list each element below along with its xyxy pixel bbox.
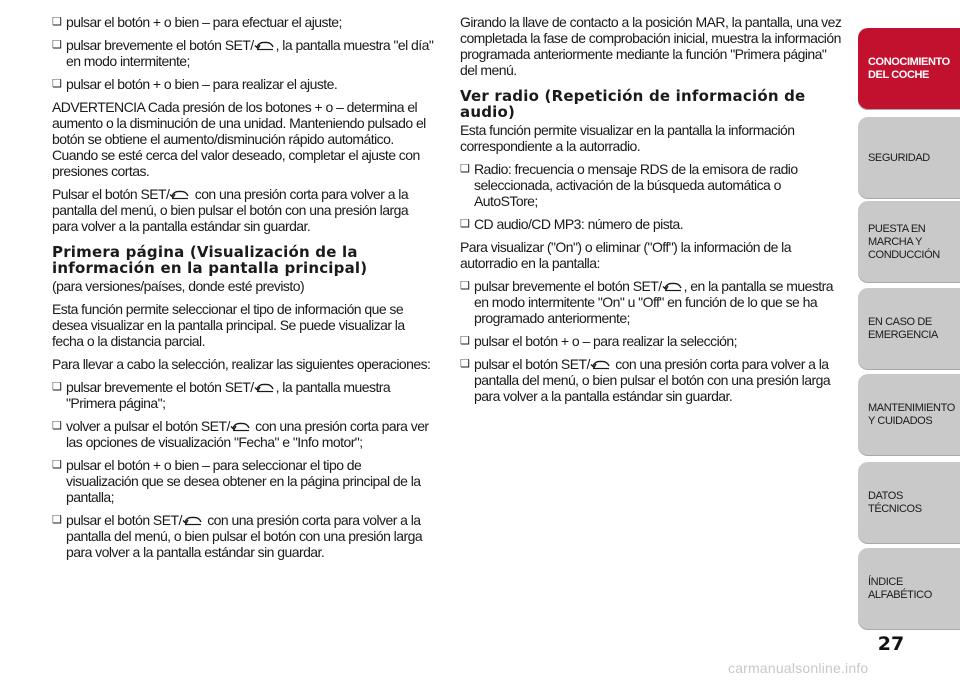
text-part: con una presión corta para ver las opciones de visualización "Fecha" e "Info motor";: [66, 418, 429, 450]
bullet-item: [460, 356, 846, 404]
steps-intro: Para visualizar ("On") o eliminar ("Off") la información de la autorradio en la pantalla:: [460, 239, 791, 271]
text-part: pulsar brevemente el botón SET/: [66, 379, 254, 395]
text-part: pulsar el botón + o bien – para seleccionar el tipo de visualización que se desea obtener en la página principal de la pantalla;: [66, 457, 421, 505]
text-part: con una presión corta para volver a la pantalla del menú, o bien pulsar el botón con una presión larga para volver a la pantalla estándar sin guardar.: [66, 512, 423, 560]
sidebar-tab[interactable]: [858, 201, 960, 283]
page-number: 27: [877, 633, 905, 655]
section-body: Esta función permite seleccionar el tipo de información que se desea visualizar en la pantalla principal. Se puede visualizar la fecha o la distancia parcial.: [52, 301, 405, 349]
watermark: carmanualsonline.info: [728, 660, 869, 676]
steps-list: [460, 278, 846, 404]
bullet-item: [52, 37, 436, 69]
intro-paragraph: Girando la llave de contacto a la posición MAR, la pantalla, una vez completada la fase de comprobación inicial, muestra la información programada anteriormente mediante la función "Primera página" del menú.: [460, 14, 842, 78]
sidebar-tab[interactable]: [858, 288, 960, 370]
steps-intro: Para llevar a cabo la selección, realizar las siguientes operaciones:: [52, 356, 431, 372]
steps-list: [52, 379, 436, 560]
bullet-item: [52, 14, 436, 30]
set-esc-key-icon: [662, 282, 684, 292]
text-part: pulsar brevemente el botón SET/: [474, 278, 662, 294]
chapter-sidebar: [858, 0, 960, 686]
sidebar-tab-label: EN CASO DE EMERGENCIA: [868, 316, 938, 341]
section-title-primera-pagina: Primera página (Visualización de la información en la pantalla principal): [52, 243, 368, 277]
text-part: volver a pulsar el botón SET/: [66, 418, 230, 434]
sidebar-tab-label: ÍNDICE ALFABÉTICO: [868, 576, 932, 601]
text-part: con una presión corta para volver a la pantalla del menú, o bien pulsar el botón con una presión larga para volver a la pantalla estándar sin guardar.: [474, 356, 831, 404]
sidebar-tab[interactable]: [858, 462, 960, 544]
sidebar-tab[interactable]: [858, 548, 960, 630]
text-part: pulsar el botón + o bien – para realizar el ajuste.: [66, 76, 338, 92]
left-column: [52, 14, 436, 567]
set-esc-key-icon: [254, 41, 276, 51]
set-esc-key-icon: [169, 190, 191, 200]
bullet-item: [52, 512, 436, 560]
text-part: pulsar el botón + o – para realizar la selección;: [474, 333, 737, 349]
set-esc-key-icon: [590, 360, 612, 370]
bullet-item: [52, 457, 436, 505]
bullet-item: [52, 418, 436, 450]
text-part: , en la pantalla se muestra en modo intermitente "On" u "Off" en función de lo que se ha programado anteriormente;: [474, 278, 833, 326]
text-part: , la pantalla muestra "el día" en modo intermitente;: [66, 37, 434, 69]
sidebar-tab-label: CONOCIMIENTO DEL COCHE: [868, 56, 950, 81]
sidebar-tab-label: PUESTA EN MARCHA Y CONDUCCIÓN: [868, 222, 940, 261]
section-subtitle: (para versiones/países, donde esté previsto): [52, 278, 305, 294]
sidebar-tab-label: DATOS TÉCNICOS: [868, 490, 922, 515]
set-esc-key-icon: [254, 383, 276, 393]
set-esc-key-icon: [182, 516, 204, 526]
right-column: [460, 14, 846, 411]
text-part: pulsar el botón + o bien – para efectuar el ajuste;: [66, 14, 342, 30]
text-part: , la pantalla muestra "Primera página";: [66, 379, 391, 411]
bullet-item: [460, 161, 846, 209]
text-part: pulsar el botón SET/: [66, 512, 182, 528]
intro-list: [52, 14, 436, 92]
exit-note: [52, 186, 436, 234]
text-part: pulsar brevemente el botón SET/: [66, 37, 254, 53]
section-body: Esta función permite visualizar en la pantalla la información correspondiente a la autorradio.: [460, 122, 795, 154]
sidebar-tab[interactable]: [858, 28, 960, 110]
text-part: Radio: frecuencia o mensaje RDS de la emisora de radio seleccionada, activación de la búsqueda automática o AutoSTore;: [474, 161, 798, 209]
info-list: [460, 161, 846, 232]
sidebar-tab[interactable]: [858, 374, 960, 456]
text-part: pulsar el botón SET/: [474, 356, 590, 372]
bullet-item: [52, 379, 436, 411]
bullet-item: [52, 76, 436, 92]
text-part: con una presión corta para volver a la pantalla del menú, o bien pulsar el botón con una presión larga para volver a la pantalla estándar sin guardar.: [52, 186, 409, 234]
set-esc-key-icon: [230, 422, 252, 432]
bullet-item: [460, 216, 846, 232]
text-part: Pulsar el botón SET/: [52, 186, 170, 202]
bullet-item: [460, 333, 846, 349]
warning-paragraph: ADVERTENCIA Cada presión de los botones + o – determina el aumento o la disminución de una unidad. Manteniendo pulsado el botón se obtiene el aumento/disminución rápido automático. Cuando se esté cerca del valor deseado, completar el ajuste con presiones cortas.: [52, 99, 426, 179]
bullet-item: [460, 278, 846, 326]
text-part: CD audio/CD MP3: número de pista.: [474, 216, 684, 232]
sidebar-tab-label: SEGURIDAD: [868, 151, 930, 164]
sidebar-tab-label: MANTENIMIENTO Y CUIDADOS: [868, 402, 955, 427]
section-title-ver-radio: Ver radio (Repetición de información de audio): [460, 87, 806, 121]
sidebar-tab[interactable]: [858, 117, 960, 199]
